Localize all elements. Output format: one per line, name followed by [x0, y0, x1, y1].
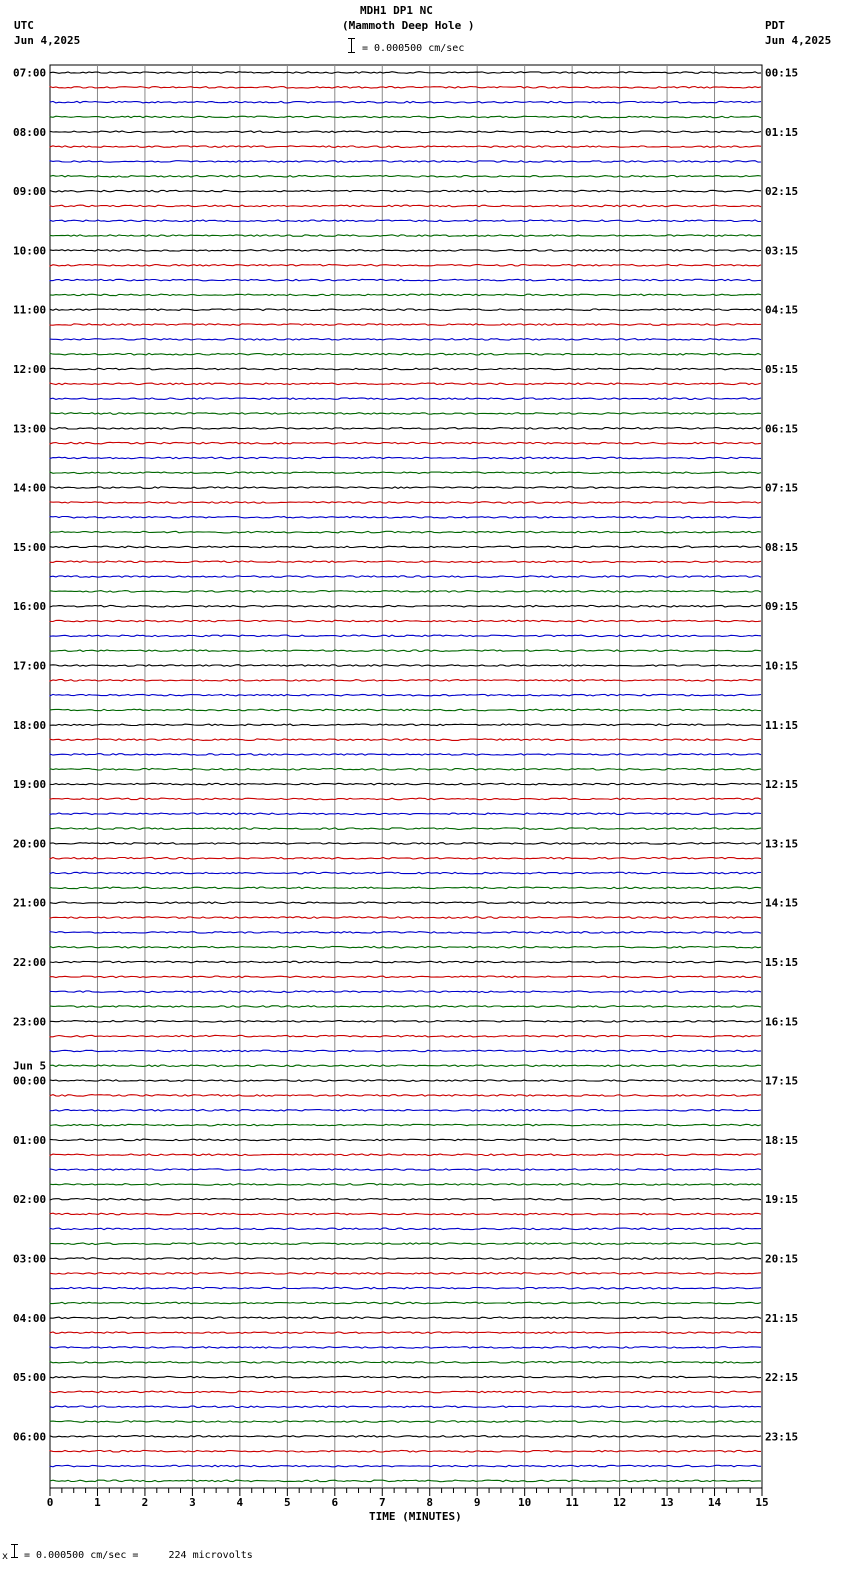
trace-line — [50, 324, 761, 326]
trace-line — [50, 1258, 761, 1260]
utc-hour-label: 21:00 — [13, 896, 47, 910]
x-tick-label: 3 — [189, 1496, 196, 1509]
trace-line — [50, 1184, 761, 1186]
x-tick-label: 7 — [378, 1496, 386, 1509]
x-tick-label: 11 — [565, 1496, 579, 1509]
trace-line — [50, 250, 761, 252]
utc-hour-label: 23:00 — [13, 1015, 47, 1029]
pdt-hour-label: 03:15 — [765, 244, 799, 258]
trace-line — [50, 650, 761, 652]
pdt-hour-label: 11:15 — [765, 718, 799, 732]
trace-line — [50, 591, 761, 593]
trace-line — [50, 235, 761, 237]
utc-hour-label: 05:00 — [13, 1371, 47, 1385]
trace-line — [50, 680, 761, 682]
date-change-label: Jun 5 — [13, 1059, 47, 1073]
utc-hour-label: 04:00 — [13, 1311, 47, 1325]
utc-hour-label: 22:00 — [13, 956, 47, 969]
trace-line — [50, 413, 761, 415]
trace-line — [50, 828, 761, 830]
trace-line — [50, 946, 761, 948]
pdt-hour-label: 14:15 — [765, 896, 799, 910]
trace-line — [50, 902, 761, 904]
trace-line — [50, 561, 761, 563]
trace-line — [50, 1169, 761, 1171]
trace-line — [50, 457, 761, 459]
x-tick-label: 8 — [426, 1496, 434, 1509]
trace-line — [50, 1095, 761, 1097]
trace-line — [50, 1080, 761, 1082]
trace-line — [50, 398, 761, 400]
trace-line — [50, 1065, 761, 1067]
utc-hour-label: 12:00 — [13, 363, 47, 376]
utc-hour-label: 11:00 — [13, 303, 47, 317]
trace-line — [50, 991, 761, 993]
trace-line — [50, 531, 761, 533]
x-tick-label: 12 — [612, 1496, 627, 1509]
trace-line — [50, 798, 761, 800]
pdt-hour-label: 01:15 — [765, 125, 799, 139]
x-tick-label: 15 — [755, 1496, 769, 1509]
scale-bar-icon — [351, 38, 352, 53]
trace-line — [50, 961, 761, 963]
utc-hour-label: 10:00 — [13, 244, 47, 258]
trace-line — [50, 309, 761, 311]
trace-line — [50, 739, 761, 741]
trace-line — [50, 190, 761, 192]
trace-line — [50, 1006, 761, 1008]
footer-scale-text: = 0.000500 cm/sec = 224 microvolts — [24, 1550, 253, 1561]
trace-line — [50, 1362, 761, 1364]
trace-line — [50, 1035, 761, 1037]
utc-hour-label: 15:00 — [13, 540, 47, 554]
trace-line — [50, 442, 761, 444]
x-tick-label: 10 — [518, 1496, 532, 1509]
utc-hour-label: 07:00 — [13, 66, 47, 80]
trace-line — [50, 1228, 761, 1230]
pdt-hour-label: 09:15 — [765, 600, 799, 614]
trace-line — [50, 1110, 761, 1112]
left-date: Jun 4,2025 — [14, 34, 81, 47]
pdt-hour-label: 00:15 — [765, 66, 799, 80]
trace-line — [50, 1332, 761, 1334]
trace-line — [50, 368, 761, 370]
x-tick-label: 14 — [707, 1496, 722, 1509]
trace-line — [50, 1243, 761, 1245]
trace-line — [50, 1480, 761, 1482]
trace-line — [50, 932, 761, 934]
pdt-hour-label: 10:15 — [765, 659, 799, 673]
trace-line — [50, 339, 761, 341]
trace-line — [50, 205, 761, 207]
x-tick-label: 9 — [473, 1496, 481, 1509]
trace-line — [50, 769, 761, 771]
utc-hour-label: 06:00 — [13, 1430, 47, 1444]
trace-line — [50, 1124, 761, 1126]
trace-line — [50, 1450, 761, 1452]
utc-hour-label: 01:00 — [13, 1133, 47, 1147]
trace-line — [50, 87, 761, 89]
pdt-hour-label: 08:15 — [765, 540, 799, 554]
scale-bar-top-cap — [348, 38, 355, 39]
utc-hour-label: 18:00 — [13, 718, 47, 732]
trace-line — [50, 1302, 761, 1304]
trace-line — [50, 1273, 761, 1275]
trace-line — [50, 1376, 761, 1378]
right-timezone: PDT — [765, 19, 785, 32]
trace-line — [50, 709, 761, 711]
scale-bar-bottom-cap — [348, 52, 355, 53]
pdt-hour-label: 16:15 — [765, 1015, 799, 1029]
pdt-hour-label: 06:15 — [765, 422, 799, 436]
x-axis-label: TIME (MINUTES) — [369, 1510, 462, 1523]
trace-line — [50, 724, 761, 726]
trace-line — [50, 813, 761, 815]
trace-line — [50, 665, 761, 667]
trace-line — [50, 1406, 761, 1408]
trace-line — [50, 502, 761, 504]
pdt-hour-label: 04:15 — [765, 303, 799, 317]
right-date: Jun 4,2025 — [765, 34, 832, 47]
trace-line — [50, 294, 761, 296]
trace-line — [50, 220, 761, 222]
pdt-hour-label: 12:15 — [765, 778, 799, 792]
pdt-hour-label: 19:15 — [765, 1193, 799, 1207]
trace-line — [50, 1347, 761, 1349]
trace-line — [50, 353, 761, 355]
trace-line — [50, 428, 761, 430]
trace-line — [50, 872, 761, 874]
trace-line — [50, 857, 761, 859]
trace-line — [50, 146, 761, 148]
station-title: MDH1 DP1 NC — [360, 4, 433, 17]
trace-line — [50, 383, 761, 385]
utc-hour-label: 16:00 — [13, 600, 47, 614]
pdt-hour-label: 23:15 — [765, 1430, 799, 1444]
pdt-hour-label: 07:15 — [765, 481, 799, 495]
trace-line — [50, 1287, 761, 1289]
trace-line — [50, 1021, 761, 1023]
trace-line — [50, 1050, 761, 1052]
pdt-hour-label: 20:15 — [765, 1252, 799, 1266]
trace-line — [50, 101, 761, 103]
trace-line — [50, 1421, 761, 1423]
x-tick-label: 6 — [331, 1496, 339, 1509]
trace-line — [50, 1139, 761, 1141]
utc-hour-label: 14:00 — [13, 481, 47, 495]
pdt-hour-label: 21:15 — [765, 1311, 799, 1325]
station-location: (Mammoth Deep Hole ) — [342, 19, 475, 32]
x-tick-label: 0 — [46, 1496, 54, 1509]
pdt-hour-label: 22:15 — [765, 1371, 799, 1385]
trace-line — [50, 472, 761, 474]
utc-hour-label: 00:00 — [13, 1074, 47, 1088]
trace-line — [50, 917, 761, 919]
pdt-hour-label: 13:15 — [765, 837, 799, 851]
trace-line — [50, 1391, 761, 1393]
trace-line — [50, 161, 761, 163]
x-tick-label: 5 — [284, 1496, 291, 1509]
trace-line — [50, 843, 761, 845]
trace-line — [50, 517, 761, 519]
pdt-hour-label: 05:15 — [765, 363, 799, 376]
trace-line — [50, 605, 761, 607]
trace-line — [50, 1198, 761, 1200]
footer-scale-prefix: x — [2, 1551, 9, 1562]
utc-hour-label: 08:00 — [13, 125, 47, 139]
trace-line — [50, 487, 761, 489]
utc-hour-label: 17:00 — [13, 659, 47, 673]
trace-line — [50, 1465, 761, 1467]
footer-scale-bar-bottom-cap — [11, 1557, 18, 1558]
pdt-hour-label: 18:15 — [765, 1133, 799, 1147]
trace-line — [50, 635, 761, 637]
trace-line — [50, 72, 761, 74]
trace-line — [50, 264, 761, 266]
footer-scale-bar-icon — [14, 1544, 15, 1558]
plot-frame — [50, 65, 762, 1488]
trace-line — [50, 1154, 761, 1156]
trace-line — [50, 576, 761, 578]
footer-scale-bar-top-cap — [11, 1544, 18, 1545]
pdt-hour-label: 15:15 — [765, 956, 799, 969]
trace-line — [50, 694, 761, 696]
trace-line — [50, 1317, 761, 1319]
x-tick-label: 2 — [141, 1496, 149, 1509]
utc-hour-label: 03:00 — [13, 1252, 47, 1266]
left-timezone: UTC — [14, 19, 34, 32]
pdt-hour-label: 02:15 — [765, 185, 799, 199]
trace-line — [50, 887, 761, 889]
trace-line — [50, 1213, 761, 1215]
trace-line — [50, 976, 761, 978]
trace-line — [50, 176, 761, 178]
x-tick-label: 1 — [94, 1496, 101, 1509]
trace-line — [50, 1436, 761, 1438]
trace-line — [50, 783, 761, 785]
trace-line — [50, 754, 761, 756]
scale-text: = 0.000500 cm/sec — [362, 43, 465, 54]
pdt-hour-label: 17:15 — [765, 1074, 799, 1088]
utc-hour-label: 20:00 — [13, 837, 47, 851]
x-tick-label: 4 — [236, 1496, 244, 1509]
trace-line — [50, 116, 761, 118]
utc-hour-label: 13:00 — [13, 422, 47, 436]
trace-line — [50, 620, 761, 622]
x-tick-label: 13 — [660, 1496, 674, 1509]
utc-hour-label: 19:00 — [13, 778, 47, 792]
trace-line — [50, 546, 761, 548]
trace-line — [50, 131, 761, 133]
utc-hour-label: 02:00 — [13, 1193, 47, 1207]
utc-hour-label: 09:00 — [13, 185, 47, 199]
trace-line — [50, 279, 761, 281]
